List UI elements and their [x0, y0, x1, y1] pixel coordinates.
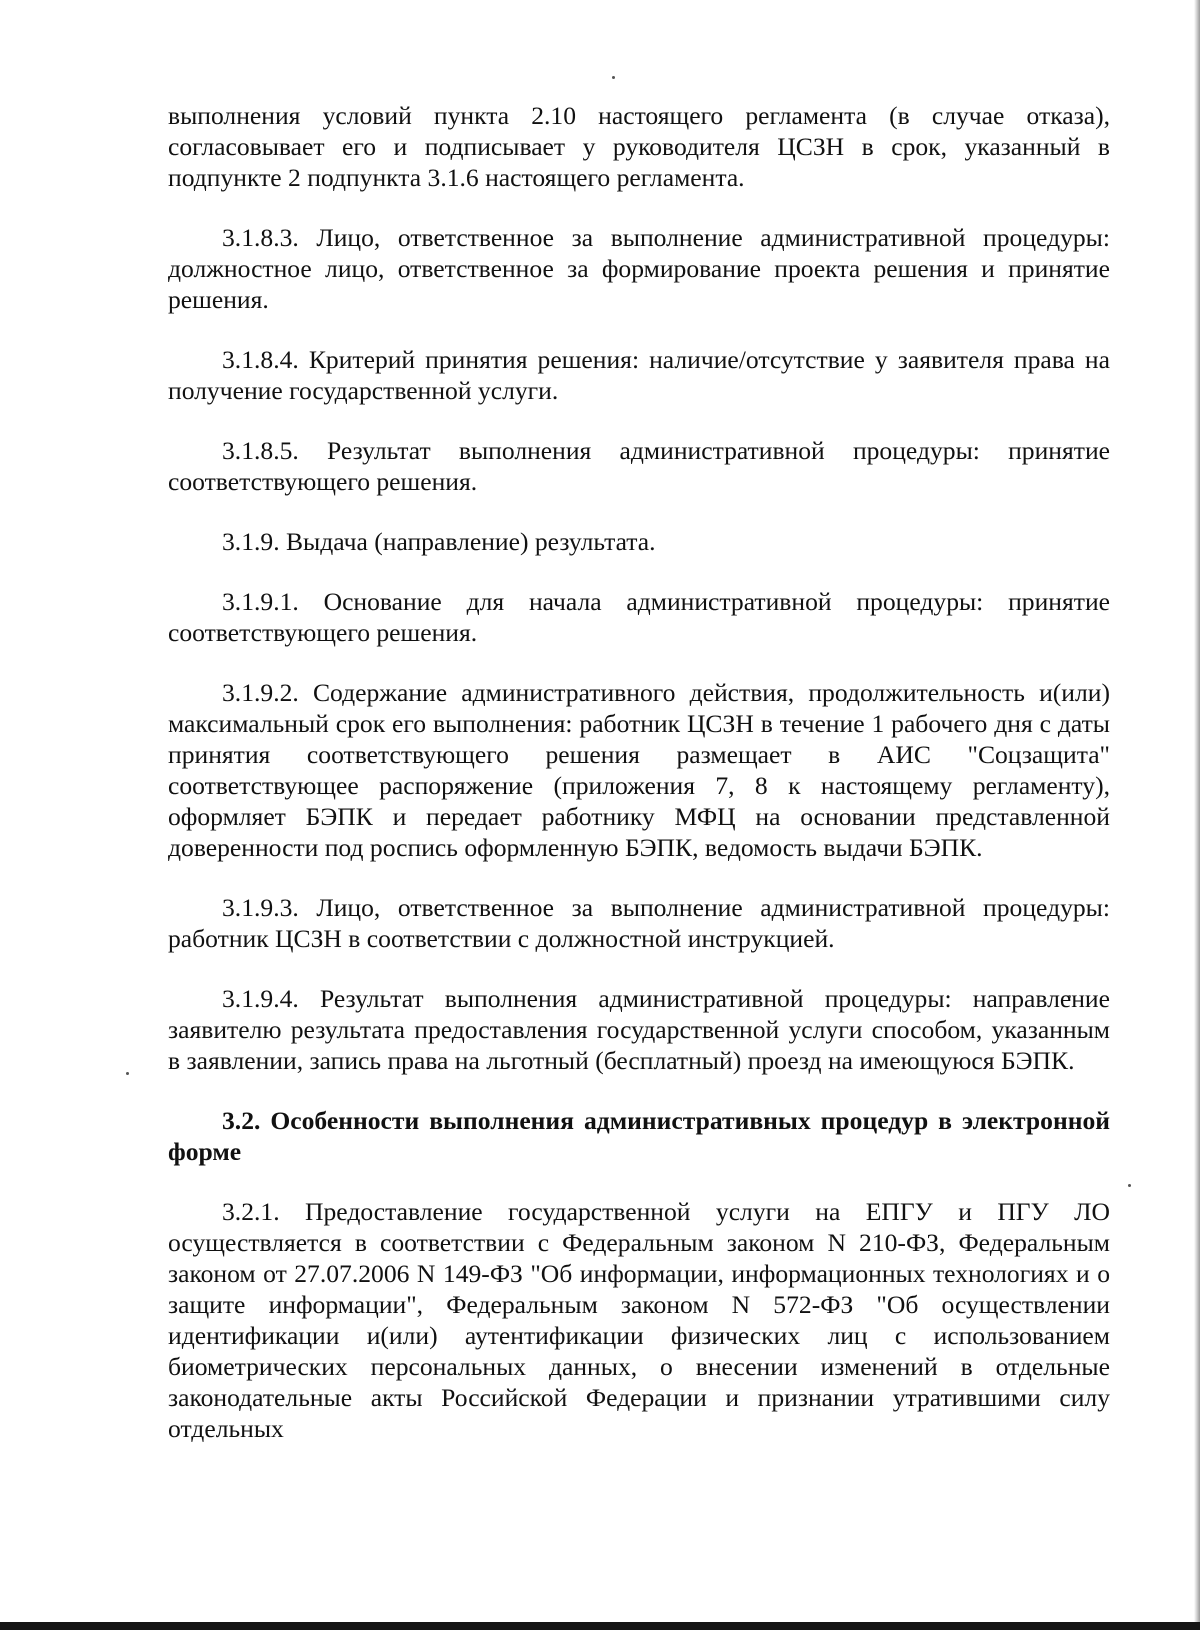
section-heading-3-2: 3.2. Особенности выполнения административных процедур в электронной форме: [168, 1106, 1110, 1166]
scan-speck: [1128, 1184, 1131, 1187]
paragraph-3-1-9-2: 3.1.9.2. Содержание административного действия, продолжительность и(или) максимальный срок его выполнения: работник ЦСЗН в течение 1 рабочего дня с даты принятия соответствующего решения размещает в АИС "Соцзащита" соответствующее распоряжение (приложения 7, 8 к настоящему регламенту), оформляет БЭПК и передает работнику МФЦ на основании представленной доверенности под роспись оформленную БЭПК, ведомость выдачи БЭПК.: [168, 678, 1110, 862]
scan-edge-shadow: [1194, 0, 1200, 1630]
scan-speck: [612, 76, 615, 79]
paragraph-3-2-1: 3.2.1. Предоставление государственной услуги на ЕПГУ и ПГУ ЛО осуществляется в соответствии с Федеральным законом N 210-ФЗ, Федеральным законом от 27.07.2006 N 149-ФЗ "Об информации, информационных технологиях и о защите информации", Федеральным законом N 572-ФЗ "Об осуществлении идентификации и(или) аутентификации физических лиц с использованием биометрических персональных данных, о внесении изменений в отдельные законодательные акты Российской Федерации и признании утратившими силу отдельных: [168, 1197, 1110, 1443]
paragraph-3-1-8-5: 3.1.8.5. Результат выполнения административной процедуры: принятие соответствующего решения.: [168, 436, 1110, 496]
scan-speck: [126, 1072, 129, 1075]
paragraph-3-1-8-3: 3.1.8.3. Лицо, ответственное за выполнение административной процедуры: должностное лицо, ответственное за формирование проекта решения и принятие решения.: [168, 223, 1110, 314]
document-page: [168, 100, 1110, 1444]
paragraph-3-1-9-1: 3.1.9.1. Основание для начала административной процедуры: принятие соответствующего решения.: [168, 587, 1110, 647]
paragraph-intro: выполнения условий пункта 2.10 настоящего регламента (в случае отказа), согласовывает его и подписывает у руководителя ЦСЗН в срок, указанный в подпункте 2 подпункта 3.1.6 настоящего регламента.: [168, 101, 1110, 192]
paragraph-3-1-8-4: 3.1.8.4. Критерий принятия решения: наличие/отсутствие у заявителя права на получение государственной услуги.: [168, 345, 1110, 405]
scan-bottom-border: [0, 1622, 1200, 1630]
paragraph-3-1-9: 3.1.9. Выдача (направление) результата.: [222, 527, 656, 556]
paragraph-3-1-9-4: 3.1.9.4. Результат выполнения административной процедуры: направление заявителю результата предоставления государственной услуги способом, указанным в заявлении, запись права на льготный (бесплатный) проезд на имеющуюся БЭПК.: [168, 984, 1110, 1075]
paragraph-3-1-9-3: 3.1.9.3. Лицо, ответственное за выполнение административной процедуры: работник ЦСЗН в соответствии с должностной инструкцией.: [168, 893, 1110, 953]
